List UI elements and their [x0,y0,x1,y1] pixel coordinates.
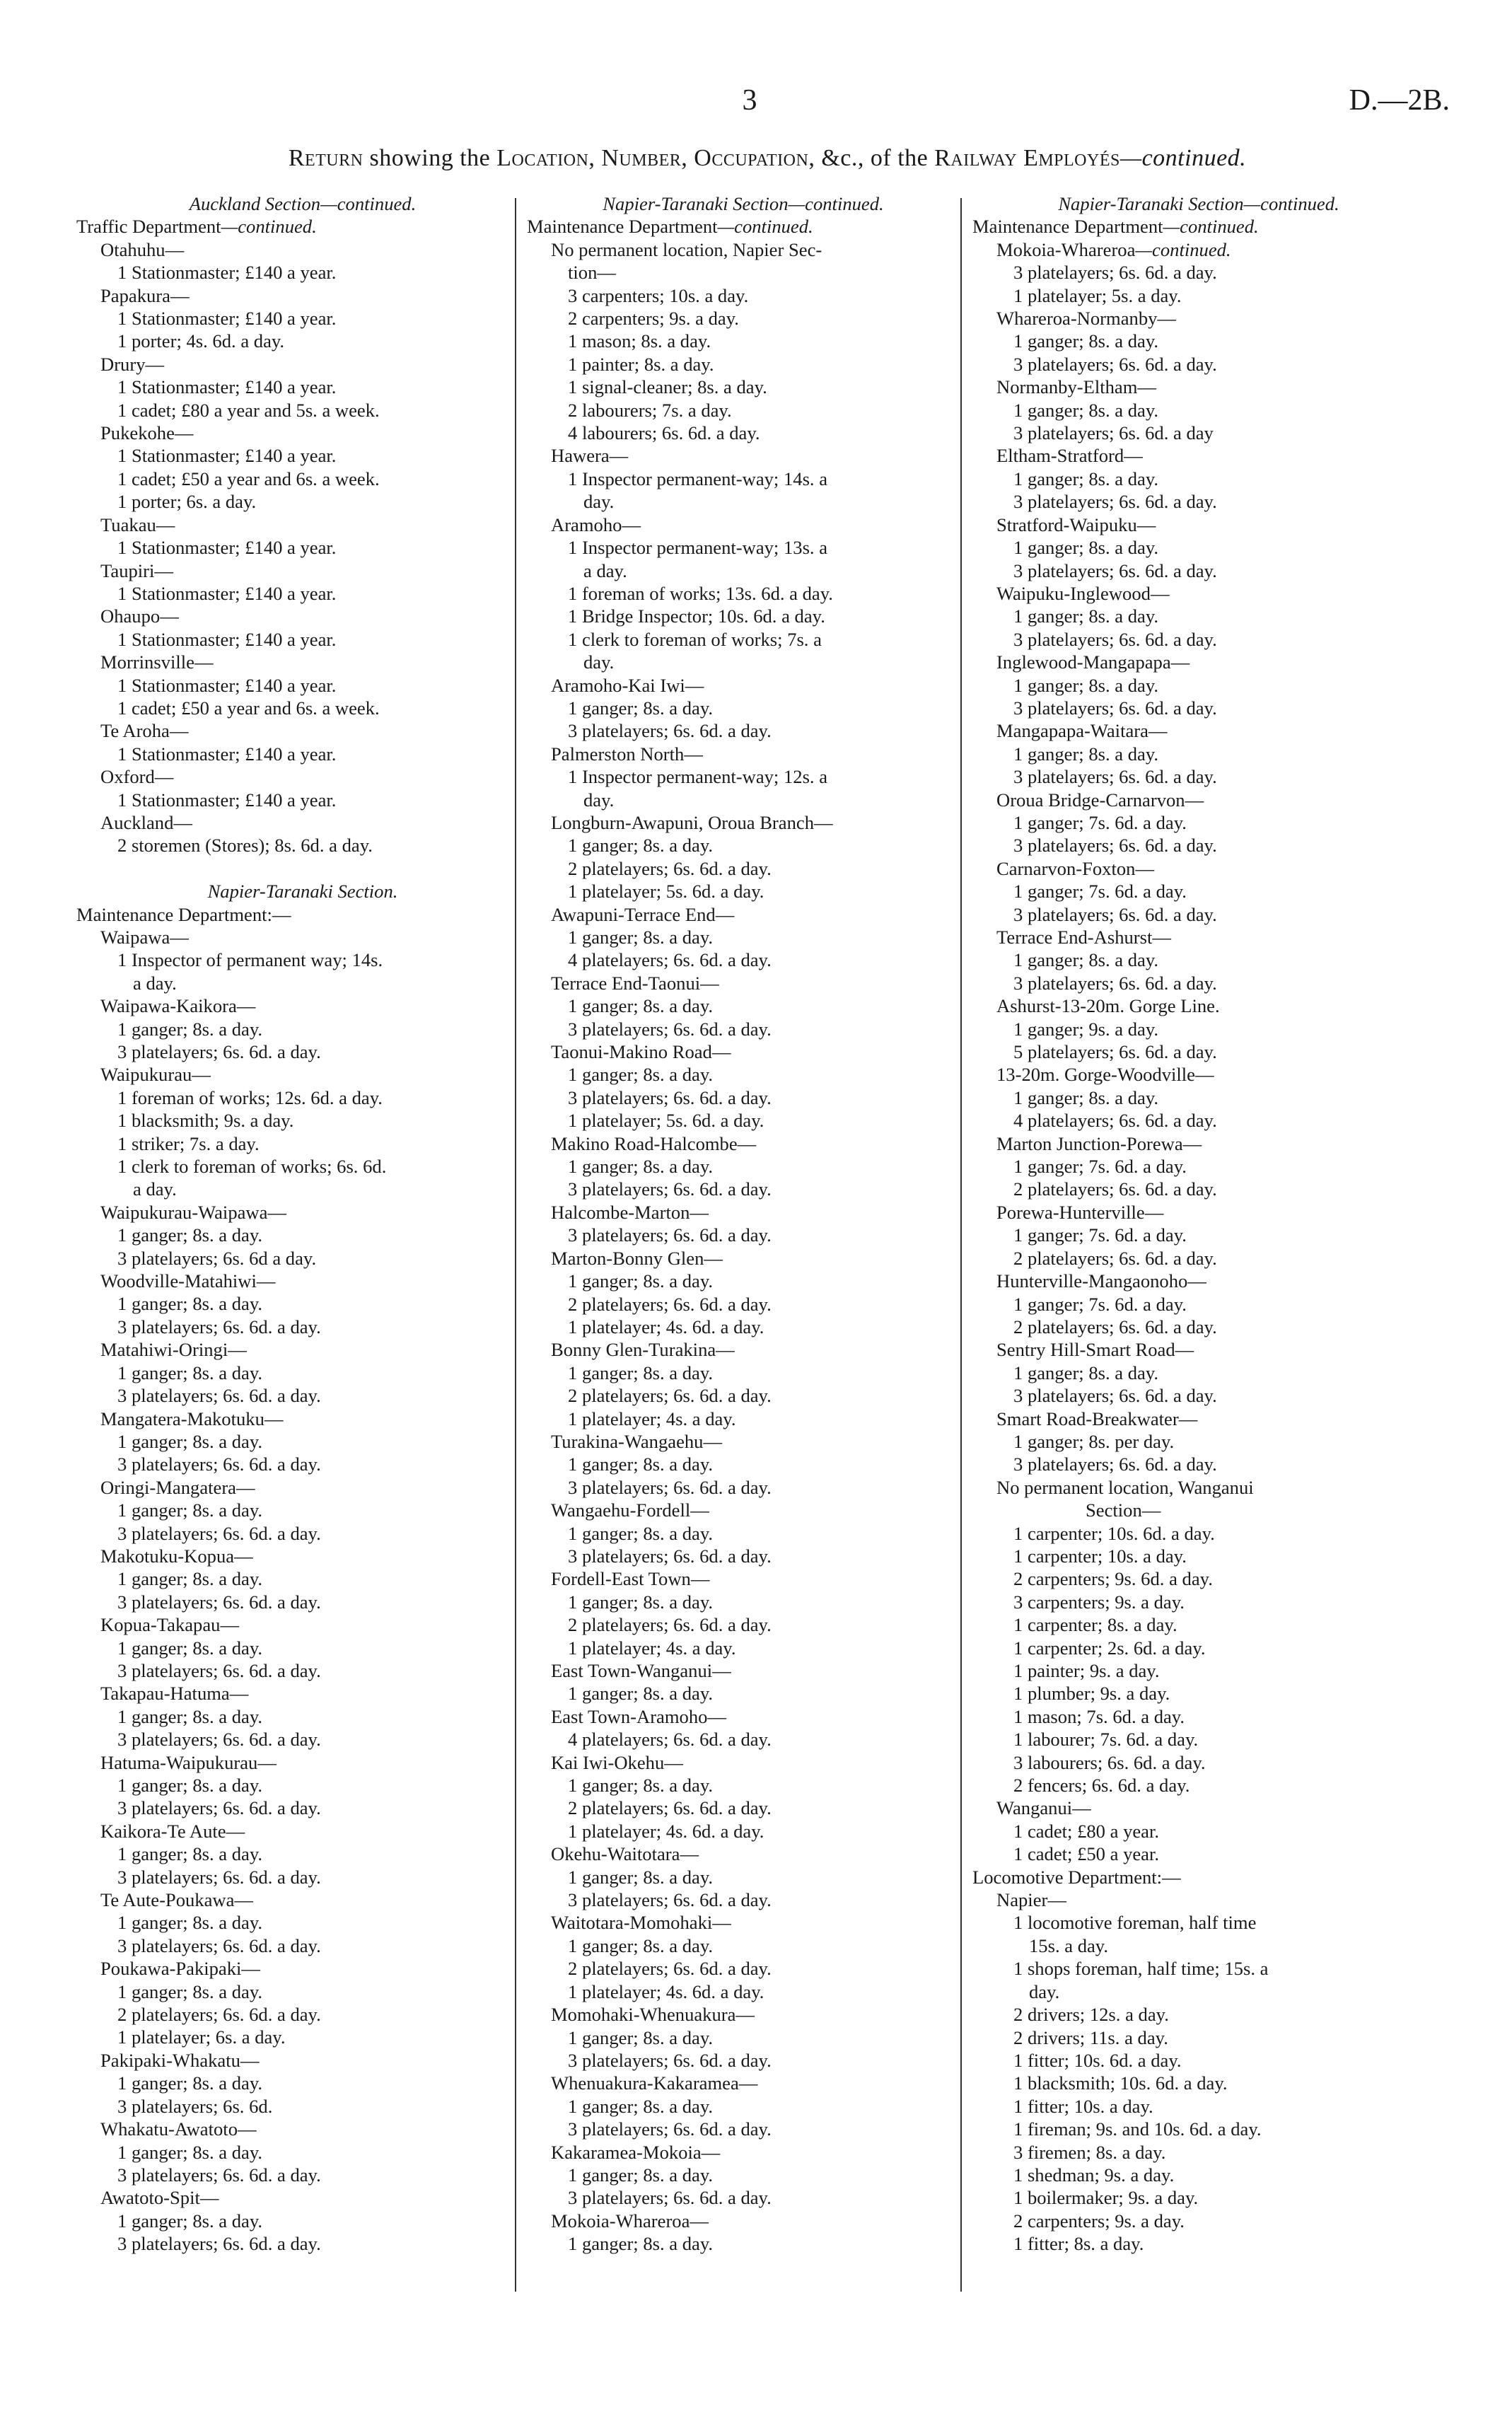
location-entry: Auckland— [100,811,192,833]
staff-entry: 1 Inspector permanent-way; 12s. a [568,766,828,788]
staff-entry: 3 platelayers; 6s. 6d. a day. [117,2164,321,2186]
staff-entry: day. [583,491,615,513]
location-entry: Longburn-Awapuni, Oroua Branch— [551,811,833,833]
staff-entry: 1 ganger; 7s. 6d. a day. [1013,881,1187,903]
location-entry: Whareroa-Normanby— [996,308,1177,330]
staff-entry: 1 ganger; 8s. a day. [568,1683,714,1705]
location-entry: Kai Iwi-Okehu— [551,1751,683,1773]
department-heading: Maintenance Department—continued. [527,216,813,238]
staff-entry: 3 platelayers; 6s. 6d. a day. [568,2049,772,2071]
title-part: Occupation [694,145,809,171]
location-entry: Turakina-Wangaehu— [551,1430,723,1452]
staff-entry: 3 platelayers; 6s. 6d. a day. [568,1178,772,1200]
staff-entry: 1 ganger; 8s. a day. [568,1866,714,1888]
staff-entry: 3 platelayers; 6s. 6d. a day. [117,1041,321,1063]
staff-entry: 1 foreman of works; 12s. 6d. a day. [117,1086,383,1108]
staff-entry: 1 ganger; 8s. a day. [568,835,714,857]
column-right [972,192,1425,2256]
staff-entry: 1 blacksmith; 10s. 6d. a day. [1013,2072,1228,2094]
location-entry: Mokoia-Whareroa— [551,2210,709,2232]
staff-entry: 1 Stationmaster; £140 a year. [117,582,337,604]
staff-entry: 3 platelayers; 6s. 6d. a day. [568,1476,772,1498]
location-entry: Taupiri— [100,559,174,581]
location-entry: Marton-Bonny Glen— [551,1247,723,1269]
location-entry: Terrace End-Taonui— [551,972,719,994]
return-title [124,145,1411,172]
staff-entry: 3 platelayers; 6s. 6d. a day. [1013,766,1217,788]
staff-entry: 1 ganger; 8s. a day. [568,1775,714,1797]
staff-entry: 1 ganger; 8s. a day. [568,697,714,719]
staff-entry: 1 porter; 6s. a day. [117,491,257,513]
staff-entry: 1 Stationmaster; £140 a year. [117,537,337,559]
staff-entry: 1 ganger; 8s. a day. [568,1591,714,1613]
staff-entry: 1 ganger; 9s. a day. [1013,1018,1159,1040]
staff-entry: 1 ganger; 8s. a day. [568,1064,714,1086]
staff-entry: day. [583,651,615,673]
title-part: Return [288,145,364,171]
staff-entry: day. [583,789,615,811]
location-entry: Waipawa— [100,926,189,948]
staff-entry: a day. [583,559,627,581]
staff-entry: 1 porter; 4s. 6d. a day. [117,330,285,352]
staff-entry: 1 signal-cleaner; 8s. a day. [568,376,767,398]
location-entry: Takapau-Hatuma— [100,1683,249,1705]
staff-entry: 1 fitter; 8s. a day. [1013,2233,1144,2255]
location-entry: Waipukurau-Waipawa— [100,1201,287,1223]
staff-entry: 1 ganger; 8s. a day. [117,1775,263,1797]
staff-entry: 1 cadet; £50 a year and 6s. a week. [117,468,380,489]
staff-entry: 3 platelayers; 6s. 6d. a day. [117,1729,321,1751]
staff-entry: 1 ganger; 8s. a day. [1013,537,1159,559]
staff-entry: 2 carpenters; 9s. 6d. a day. [1013,1568,1213,1590]
staff-entry: 3 platelayers; 6s. 6d. a day. [568,1224,772,1246]
staff-entry: 1 plumber; 9s. a day. [1013,1683,1170,1705]
location-entry: Halcombe-Marton— [551,1201,709,1223]
staff-entry: 1 carpenter; 10s. 6d. a day. [1013,1522,1215,1544]
staff-entry: 1 platelayer; 5s. 6d. a day. [568,881,764,903]
staff-entry: 1 platelayer; 4s. a day. [568,1408,736,1429]
location-entry: Smart Road-Breakwater— [996,1408,1198,1429]
location-entry: Carnarvon-Foxton— [996,857,1155,879]
staff-entry: 1 fireman; 9s. and 10s. 6d. a day. [1013,2118,1262,2140]
staff-entry: 1 platelayer; 4s. a day. [568,1637,736,1659]
location-entry: Papakura— [100,284,190,306]
staff-entry: 4 platelayers; 6s. 6d. a day. [1013,1110,1217,1132]
staff-entry: 1 ganger; 8s. a day. [568,2233,714,2255]
location-entry: Pakipaki-Whakatu— [100,2049,260,2071]
location-entry: Awatoto-Spit— [100,2187,219,2209]
staff-entry: 1 ganger; 8s. a day. [1013,674,1159,696]
staff-entry: 3 platelayers; 6s. 6d a day. [117,1247,317,1269]
department-heading: Locomotive Department:— [972,1866,1181,1888]
staff-entry: 1 platelayer; 5s. 6d. a day. [568,1110,764,1132]
staff-entry: 2 platelayers; 6s. 6d. a day. [568,1385,772,1407]
section-heading: Napier-Taranaki Section—continued. [603,193,884,214]
staff-entry: 3 platelayers; 6s. 6d. a day. [568,1086,772,1108]
location-entry: Woodville-Matahiwi— [100,1270,276,1292]
staff-entry: 1 ganger; 7s. 6d. a day. [1013,1156,1187,1178]
location-entry: Tuakau— [100,513,175,535]
staff-entry: a day. [133,1178,177,1200]
location-entry: Aramoho-Kai Iwi— [551,674,704,696]
location-entry: Marton Junction-Porewa— [996,1132,1202,1154]
staff-entry: 1 ganger; 8s. a day. [568,2026,714,2048]
location-entry: Bonny Glen-Turakina— [551,1339,735,1361]
staff-entry: 2 platelayers; 6s. 6d. a day. [1013,1247,1217,1269]
staff-entry: 1 Stationmaster; £140 a year. [117,308,337,330]
staff-entry: 2 platelayers; 6s. 6d. a day. [1013,1316,1217,1337]
location-entry: Normanby-Eltham— [996,376,1156,398]
staff-entry: 1 fitter; 10s. a day. [1013,2095,1153,2117]
staff-entry: 1 clerk to foreman of works; 7s. a [568,628,822,650]
spacer [76,857,529,880]
staff-entry: 4 labourers; 6s. 6d. a day. [568,422,760,444]
staff-entry: 1 carpenter; 10s. a day. [1013,1545,1187,1567]
department-heading: Traffic Department—continued. [76,216,317,238]
location-entry: Stratford-Waipuku— [996,513,1156,535]
staff-entry: 1 ganger; 8s. a day. [568,927,714,948]
staff-entry: 3 platelayers; 6s. 6d. a day. [117,1866,321,1888]
staff-entry: 3 platelayers; 6s. 6d. a day. [1013,559,1217,581]
staff-entry: 3 platelayers; 6s. 6d. a day. [568,1018,772,1040]
location-entry: Waipuku-Inglewood— [996,582,1170,604]
document-reference: D.—2B. [1349,84,1450,117]
location-entry: Oringi-Mangatera— [100,1476,255,1498]
staff-entry: 1 ganger; 8s. a day. [117,2210,263,2232]
location-entry: Awapuni-Terrace End— [551,903,735,925]
staff-entry: 1 ganger; 8s. a day. [117,1224,263,1246]
staff-entry: 1 ganger; 8s. per day. [1013,1430,1175,1452]
staff-entry: 1 ganger; 7s. 6d. a day. [1013,1293,1187,1315]
staff-entry: 1 shedman; 9s. a day. [1013,2164,1175,2186]
location-entry: Whakatu-Awatoto— [100,2118,257,2140]
staff-entry: 3 platelayers; 6s. 6d. a day. [568,2187,772,2209]
location-entry: Makotuku-Kopua— [100,1545,253,1567]
location-entry: Napier— [996,1889,1066,1911]
staff-entry: 1 ganger; 8s. a day. [568,2164,714,2186]
title-part: Number [601,145,682,171]
location-entry: Te Aute-Poukawa— [100,1889,254,1911]
staff-entry: 1 cadet; £50 a year. [1013,1843,1160,1865]
location-entry: Mangapapa-Waitara— [996,720,1168,742]
staff-entry: Section— [1086,1499,1161,1521]
staff-entry: 1 boilermaker; 9s. a day. [1013,2187,1199,2209]
staff-entry: 3 platelayers; 6s. 6d. a day. [1013,903,1217,925]
staff-entry: 1 ganger; 8s. a day. [1013,399,1159,421]
staff-entry: 2 drivers; 12s. a day. [1013,2004,1169,2026]
staff-entry: 1 ganger; 8s. a day. [1013,605,1159,627]
staff-entry: 1 cadet; £50 a year and 6s. a week. [117,697,380,719]
staff-entry: 3 platelayers; 6s. 6d. a day. [1013,1385,1217,1407]
location-entry: Wanganui— [996,1797,1091,1819]
staff-entry: 1 ganger; 8s. a day. [117,1980,263,2002]
location-entry: Waipawa-Kaikora— [100,995,256,1017]
column-left [76,192,529,2256]
staff-entry: 1 Stationmaster; £140 a year. [117,743,337,765]
location-entry: Okehu-Waitotara— [551,1843,699,1865]
title-part: , [681,145,694,171]
staff-entry: 2 platelayers; 6s. 6d. a day. [568,857,772,879]
location-entry: 13-20m. Gorge-Woodville— [996,1064,1214,1086]
location-entry: Drury— [100,353,165,375]
staff-entry: 1 ganger; 8s. a day. [117,1430,263,1452]
section-heading: Napier-Taranaki Section—continued. [1058,193,1339,214]
staff-entry: 1 Inspector permanent-way; 13s. a [568,537,828,559]
staff-entry: 5 platelayers; 6s. 6d. a day. [1013,1041,1217,1063]
title-part: Location [496,145,589,171]
staff-entry: 1 platelayer; 4s. 6d. a day. [568,1820,764,1842]
staff-entry: 4 platelayers; 6s. 6d. a day. [568,949,772,971]
staff-entry: 2 platelayers; 6s. 6d. a day. [568,1797,772,1819]
staff-entry: 1 ganger; 8s. a day. [568,1362,714,1383]
staff-entry: 2 platelayers; 6s. 6d. a day. [1013,1178,1217,1200]
title-part: —continued. [1120,145,1247,171]
staff-entry: 2 platelayers; 6s. 6d. a day. [568,1293,772,1315]
staff-entry: 1 painter; 8s. a day. [568,353,714,375]
staff-entry: 3 platelayers; 6s. 6d. a day. [117,1453,321,1475]
staff-entry: 1 ganger; 8s. a day. [568,1156,714,1178]
location-entry: Inglewood-Mangapapa— [996,651,1190,673]
staff-entry: 1 foreman of works; 13s. 6d. a day. [568,582,833,604]
staff-entry: 3 platelayers; 6s. 6d. a day. [117,1385,321,1407]
title-part: Railway Employés [934,145,1120,171]
staff-entry: 3 firemen; 8s. a day. [1013,2141,1166,2163]
staff-entry: 3 platelayers; 6s. 6d. a day. [1013,628,1217,650]
staff-entry: 3 platelayers; 6s. 6d. a day. [1013,972,1217,994]
staff-entry: 3 platelayers; 6s. 6d. a day. [1013,835,1217,857]
staff-entry: 1 ganger; 7s. 6d. a day. [1013,1224,1187,1246]
staff-entry: 1 Stationmaster; £140 a year. [117,376,337,398]
staff-entry: 1 ganger; 8s. a day. [117,2072,263,2094]
staff-entry: 1 ganger; 8s. a day. [117,1912,263,1934]
staff-entry: 1 Stationmaster; £140 a year. [117,789,337,811]
staff-entry: 3 platelayers; 6s. 6d. a day. [568,2118,772,2140]
section-heading: Napier-Taranaki Section. [207,881,398,903]
staff-entry: 3 platelayers; 6s. 6d. a day. [117,1934,321,1956]
staff-entry: 3 platelayers; 6s. 6d. [117,2095,273,2117]
location-entry: Morrinsville— [100,651,214,673]
staff-entry: 1 labourer; 7s. 6d. a day. [1013,1729,1199,1751]
staff-entry: 1 Inspector permanent-way; 14s. a [568,468,828,489]
location-entry: East Town-Wanganui— [551,1660,731,1681]
staff-entry: 3 platelayers; 6s. 6d. a day [1013,422,1214,444]
staff-entry: 1 Stationmaster; £140 a year. [117,262,337,284]
staff-entry: 1 cadet; £80 a year. [1013,1820,1160,1842]
location-entry: Whenuakura-Kakaramea— [551,2072,758,2094]
staff-entry: 3 platelayers; 6s. 6d. a day. [568,720,772,742]
location-entry: Terrace End-Ashurst— [996,927,1171,948]
staff-entry: tion— [568,262,616,284]
staff-entry: 3 platelayers; 6s. 6d. a day. [117,2233,321,2255]
staff-entry: 1 ganger; 8s. a day. [568,1934,714,1956]
staff-entry: 3 platelayers; 6s. 6d. a day. [568,1545,772,1567]
staff-entry: a day. [133,972,177,994]
title-part: , &c., of the [808,145,935,171]
staff-entry: 1 ganger; 8s. a day. [117,1362,263,1383]
title-part: , [588,145,602,171]
staff-entry: 1 ganger; 8s. a day. [1013,1086,1159,1108]
staff-entry: day. [1029,1980,1060,2002]
staff-entry: 1 ganger; 8s. a day. [117,1568,263,1590]
department-heading: Maintenance Department—continued. [972,216,1259,238]
staff-entry: 3 platelayers; 6s. 6d. a day. [1013,1453,1217,1475]
staff-entry: 1 ganger; 8s. a day. [117,1637,263,1659]
staff-entry: 3 platelayers; 6s. 6d. a day. [1013,491,1217,513]
location-entry: No permanent location, Napier Sec- [551,238,822,260]
staff-entry: 1 Stationmaster; £140 a year. [117,445,337,467]
location-entry: Wangaehu-Fordell— [551,1499,709,1521]
staff-entry: 1 blacksmith; 9s. a day. [117,1110,294,1132]
page-number: 3 [742,84,757,117]
staff-entry: 1 platelayer; 4s. 6d. a day. [568,1316,764,1337]
staff-entry: 1 ganger; 8s. a day. [1013,1362,1159,1383]
location-entry: Taonui-Makino Road— [551,1041,731,1063]
title-part: showing the [363,145,497,171]
location-entry: Mokoia-Whareroa—continued. [996,238,1231,260]
location-entry: Oroua Bridge-Carnarvon— [996,789,1204,811]
location-entry: Fordell-East Town— [551,1568,710,1590]
staff-entry: 15s. a day. [1029,1934,1109,1956]
location-entry: East Town-Aramoho— [551,1705,727,1727]
staff-entry: 1 Inspector of permanent way; 14s. [117,949,383,971]
staff-entry: 1 painter; 9s. a day. [1013,1660,1160,1681]
staff-entry: 1 Stationmaster; £140 a year. [117,628,337,650]
location-entry: Otahuhu— [100,238,185,260]
staff-entry: 3 carpenters; 10s. a day. [568,284,749,306]
staff-entry: 3 labourers; 6s. 6d. a day. [1013,1751,1206,1773]
staff-entry: 3 platelayers; 6s. 6d. a day. [1013,697,1217,719]
location-entry: Oxford— [100,766,174,788]
staff-entry: 1 clerk to foreman of works; 6s. 6d. [117,1156,387,1178]
staff-entry: 1 ganger; 8s. a day. [568,1270,714,1292]
location-entry: Sentry Hill-Smart Road— [996,1339,1194,1361]
staff-entry: 1 ganger; 8s. a day. [1013,743,1159,765]
column-middle [527,192,960,2256]
staff-entry: 2 platelayers; 6s. 6d. a day. [568,1614,772,1636]
location-entry: Pukekohe— [100,422,194,444]
staff-entry: 3 platelayers; 6s. 6d. a day. [117,1659,321,1681]
staff-entry: 1 Bridge Inspector; 10s. 6d. a day. [568,605,825,627]
staff-entry: 1 ganger; 8s. a day. [1013,949,1159,971]
staff-entry: 1 carpenter; 2s. 6d. a day. [1013,1637,1206,1659]
staff-entry: 2 drivers; 11s. a day. [1013,2026,1168,2048]
staff-entry: 1 ganger; 8s. a day. [117,2141,263,2163]
location-entry: Ashurst-13-20m. Gorge Line. [996,995,1220,1017]
staff-entry: 1 Stationmaster; £140 a year. [117,674,337,696]
staff-entry: 1 ganger; 8s. a day. [568,2095,714,2117]
staff-entry: 3 platelayers; 6s. 6d. a day. [1013,262,1217,284]
staff-entry: 1 fitter; 10s. 6d. a day. [1013,2049,1182,2071]
staff-entry: 3 carpenters; 9s. a day. [1013,1591,1185,1613]
column-divider [960,198,962,2292]
staff-entry: 3 platelayers; 6s. 6d. a day. [117,1591,321,1613]
staff-entry: 2 carpenters; 9s. a day. [1013,2210,1185,2232]
staff-entry: 3 platelayers; 6s. 6d. a day. [568,1889,772,1911]
location-entry: Porewa-Hunterville— [996,1201,1164,1223]
staff-entry: 2 storemen (Stores); 8s. 6d. a day. [117,835,373,857]
staff-entry: 1 ganger; 8s. a day. [568,1522,714,1544]
location-entry: Aramoho— [551,513,641,535]
staff-entry: 1 ganger; 8s. a day. [117,1293,263,1315]
location-entry: Mangatera-Makotuku— [100,1408,284,1429]
staff-entry: 3 platelayers; 6s. 6d. a day. [117,1316,321,1337]
staff-entry: 3 platelayers; 6s. 6d. a day. [117,1522,321,1544]
location-entry: Hawera— [551,445,629,467]
staff-entry: 1 ganger; 8s. a day. [117,1499,263,1521]
staff-entry: 2 fencers; 6s. 6d. a day. [1013,1775,1190,1797]
location-entry: Waipukurau— [100,1064,211,1086]
location-entry: Matahiwi-Oringi— [100,1339,247,1361]
location-entry: Ohaupo— [100,605,179,627]
staff-entry: 1 shops foreman, half time; 15s. a [1013,1958,1269,1980]
staff-entry: 1 platelayer; 5s. a day. [1013,284,1182,306]
location-entry: Te Aroha— [100,720,189,742]
staff-entry: 3 platelayers; 6s. 6d. a day. [117,1797,321,1819]
staff-entry: 1 platelayer; 6s. a day. [117,2026,286,2048]
location-entry: Eltham-Stratford— [996,445,1143,467]
staff-entry: 1 platelayer; 4s. 6d. a day. [568,1980,764,2002]
staff-entry: 1 ganger; 8s. a day. [568,995,714,1017]
location-entry: No permanent location, Wanganui [996,1476,1254,1498]
location-entry: Makino Road-Halcombe— [551,1132,757,1154]
staff-entry: 2 carpenters; 9s. a day. [568,308,739,330]
location-entry: Hunterville-Mangaonoho— [996,1270,1206,1292]
staff-entry: 1 ganger; 8s. a day. [568,1453,714,1475]
section-heading: Auckland Section—continued. [189,193,417,214]
location-entry: Poukawa-Pakipaki— [100,1958,261,1980]
location-entry: Palmerston North— [551,743,703,765]
staff-entry: 2 platelayers; 6s. 6d. a day. [568,1958,772,1980]
location-entry: Kaikora-Te Aute— [100,1820,245,1842]
staff-entry: 1 mason; 8s. a day. [568,330,711,352]
staff-entry: 1 ganger; 7s. 6d. a day. [1013,811,1187,833]
staff-entry: 4 platelayers; 6s. 6d. a day. [568,1729,772,1751]
staff-entry: 1 ganger; 8s. a day. [117,1843,263,1865]
staff-entry: 1 carpenter; 8s. a day. [1013,1614,1177,1636]
staff-entry: 2 labourers; 7s. a day. [568,399,732,421]
location-entry: Kopua-Takapau— [100,1614,240,1636]
location-entry: Momohaki-Whenuakura— [551,2004,755,2026]
staff-entry: 1 ganger; 8s. a day. [1013,330,1159,352]
staff-entry: 1 ganger; 8s. a day. [1013,468,1159,489]
staff-entry: 3 platelayers; 6s. 6d. a day. [1013,353,1217,375]
staff-entry: 1 striker; 7s. a day. [117,1132,260,1154]
staff-entry: 1 ganger; 8s. a day. [117,1705,263,1727]
location-entry: Kakaramea-Mokoia— [551,2141,721,2163]
staff-entry: 1 mason; 7s. 6d. a day. [1013,1705,1185,1727]
staff-entry: 1 ganger; 8s. a day. [117,1018,263,1040]
staff-entry: 2 platelayers; 6s. 6d. a day. [117,2004,321,2026]
location-entry: Waitotara-Momohaki— [551,1912,731,1934]
staff-entry: 1 locomotive foreman, half time [1013,1912,1257,1934]
department-heading: Maintenance Department:— [76,903,291,925]
location-entry: Hatuma-Waipukurau— [100,1751,277,1773]
staff-entry: 1 cadet; £80 a year and 5s. a week. [117,399,380,421]
